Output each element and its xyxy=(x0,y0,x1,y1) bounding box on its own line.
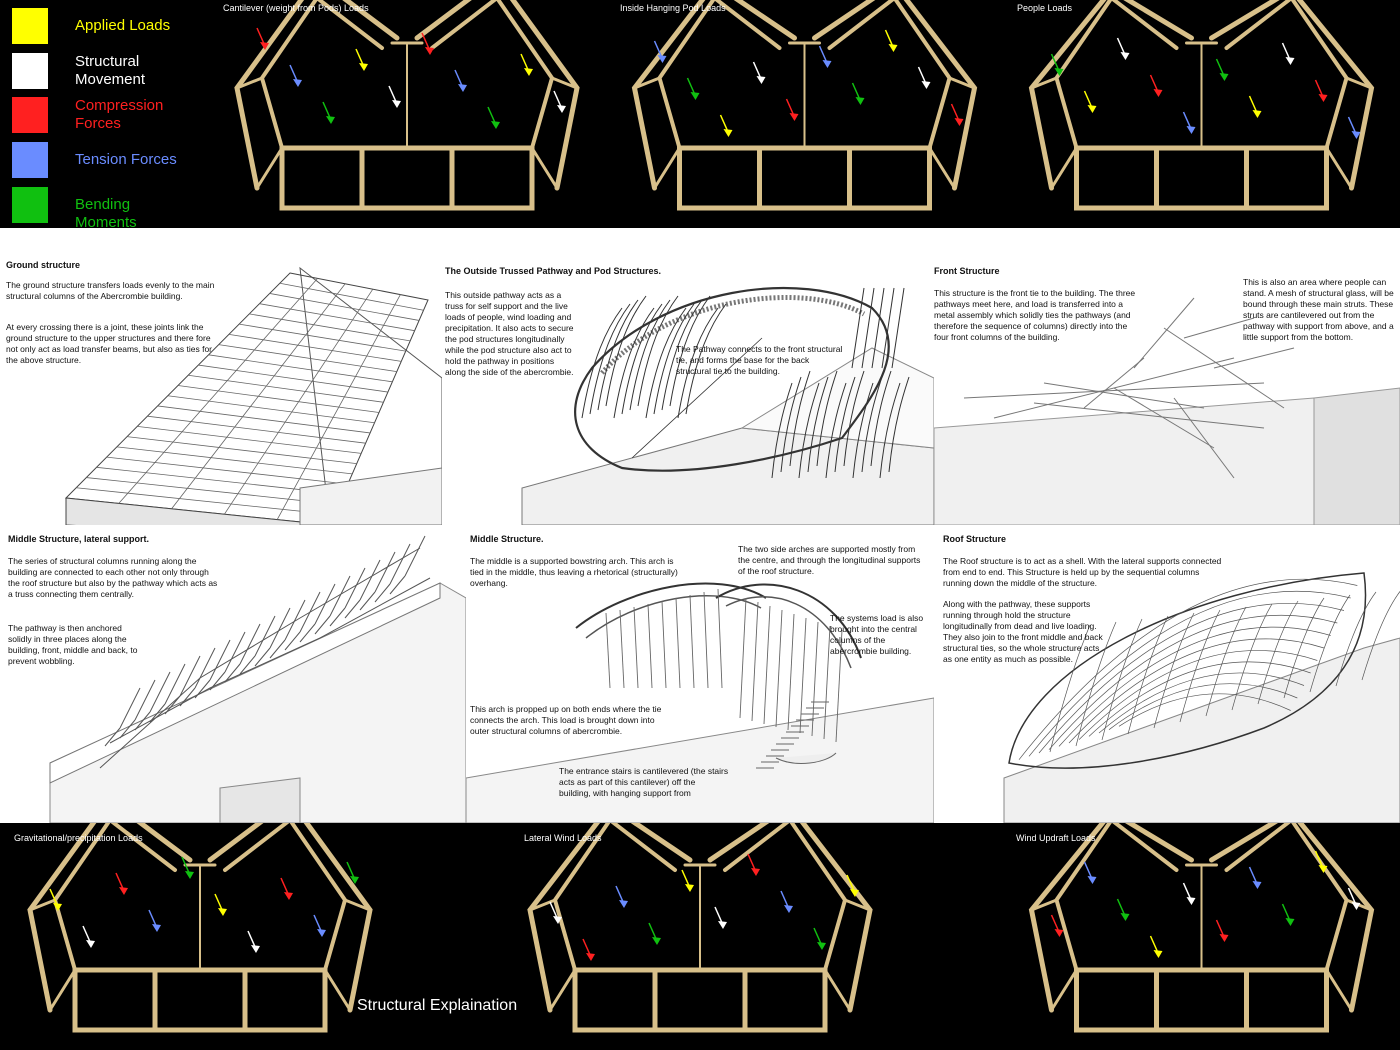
panel-title: Roof Structure xyxy=(943,534,1006,544)
panel-paragraph: This structure is the front tie to the building. The three pathways meet here, and load is transferred into a metal assembly which solidly ties the pathways (and therefore the sequence of columns) directly into the four front columns of the building. xyxy=(934,288,1136,342)
panel-paragraph: This is also an area where people can stand. A mesh of structural glass, will be bound through these main struts. These struts are cantilevered out from the pathway with support from above, and a little support from the bottom. xyxy=(1243,277,1394,342)
panel-paragraph: The Pathway connects to the front structural tie, and forms the base for the back structural tie to the building. xyxy=(676,344,843,376)
legend-item-applied-loads xyxy=(12,8,195,44)
bending-moments-swatch xyxy=(12,187,48,223)
roof-structure-panel xyxy=(934,528,1400,823)
tension-forces-swatch xyxy=(12,142,48,178)
applied-loads-swatch xyxy=(12,8,48,44)
panel-paragraph: The pathway is then anchored solidly in three places along the building, front, middle and back, to prevent wobbling. xyxy=(8,623,138,666)
photo-title: People Loads xyxy=(1017,3,1073,13)
panel-title: Ground structure xyxy=(6,260,81,270)
legend-item-bending-moments xyxy=(12,187,195,232)
panel-paragraph: The two side arches are supported mostly from the centre, and through the longitudinal supports of the roof structure. xyxy=(738,544,921,576)
panel-paragraph: Along with the pathway, these supports running through hold the structure longitudinally from dead and live loading. They also join to the front middle and back structural ties, so the whole structure acts as one entity as much as possible. xyxy=(943,599,1103,664)
panel-paragraph: This arch is propped up on both ends where the tie connects the arch. This load is brought down into outer structural columns of abercrombie. xyxy=(470,704,662,736)
cantilever-loads-photo xyxy=(208,0,606,228)
legend-item-compression-forces xyxy=(12,97,195,133)
front-structure-panel xyxy=(934,248,1400,525)
panel-title: The Outside Trussed Pathway and Pod Structures. xyxy=(445,266,662,276)
panel-paragraph: The entrance stairs is cantilevered (the stairs acts as part of this cantilever) off the building, with hanging support from xyxy=(559,766,729,798)
people-loads-photo xyxy=(1003,0,1400,228)
bottom-caption: Structural Explaination xyxy=(357,997,518,1014)
outside-pathway-panel xyxy=(442,248,934,525)
legend-label: Tension Forces xyxy=(75,151,177,168)
wind-updraft-loads-photo xyxy=(1003,823,1400,1050)
legend-item-tension-forces xyxy=(12,142,195,178)
structural-movement-swatch xyxy=(12,53,48,89)
photo-title: Cantilever (weight from Pods) Loads xyxy=(223,3,369,13)
panel-paragraph: The systems load is also brought into the central columns of the abercrombie building. xyxy=(830,613,924,656)
panel-paragraph: The series of structural columns running along the building are connected to each other not only through the roof structure but also by the pathway which acts as a truss connecting them centrally. xyxy=(8,556,218,599)
photo-title: Inside Hanging Pod Loads xyxy=(620,3,726,13)
legend-item-structural-movement xyxy=(12,53,195,89)
panel-paragraph: The ground structure transfers loads evenly to the main structural columns of the Abercrombie building. xyxy=(6,280,215,301)
lateral-wind-loads-photo xyxy=(505,823,895,1050)
photo-title: Gravitational/precipitation Loads xyxy=(14,833,143,843)
panel-paragraph: At every crossing there is a joint, these joints link the ground structure to the upper structures and there fore not only act as load transfer beams, but also as ties for the above structure. xyxy=(6,322,212,365)
middle-lateral-panel xyxy=(0,528,466,823)
legend-label: Structural Movement xyxy=(75,53,146,88)
panel-title: Front Structure xyxy=(934,266,1000,276)
legend-label: Applied Loads xyxy=(75,17,171,34)
legend-label: Compression Forces xyxy=(75,97,164,132)
gravitational-loads-photo xyxy=(0,823,400,1050)
compression-forces-swatch xyxy=(12,97,48,133)
hanging-pod-loads-photo xyxy=(606,0,1003,228)
ground-structure-panel xyxy=(0,248,442,525)
panel-paragraph: The Roof structure is to act as a shell. With the lateral supports connected from end to end. This Structure is held up by the sequential columns running down the middle of the structure. xyxy=(943,556,1222,588)
panel-title: Middle Structure, lateral support. xyxy=(8,534,150,544)
legend-label: Bending Moments xyxy=(75,196,137,231)
panel-paragraph: The middle is a supported bowstring arch. This arch is tied in the middle, thus leaving a rhetorical (structurally) overhang. xyxy=(470,556,678,588)
middle-structure-panel xyxy=(466,528,934,823)
panel-title: Middle Structure. xyxy=(470,534,544,544)
photo-title: Lateral Wind Loads xyxy=(524,833,602,843)
panel-paragraph: This outside pathway acts as a truss for self support and the live loads of people, wind loading and precipitation. It also acts to secure the pod structures longitudinally while the pod structure also act to hold the pathway in positions along the side of the abercrombie. xyxy=(445,290,574,377)
photo-title: Wind Updraft Loads xyxy=(1016,833,1096,843)
